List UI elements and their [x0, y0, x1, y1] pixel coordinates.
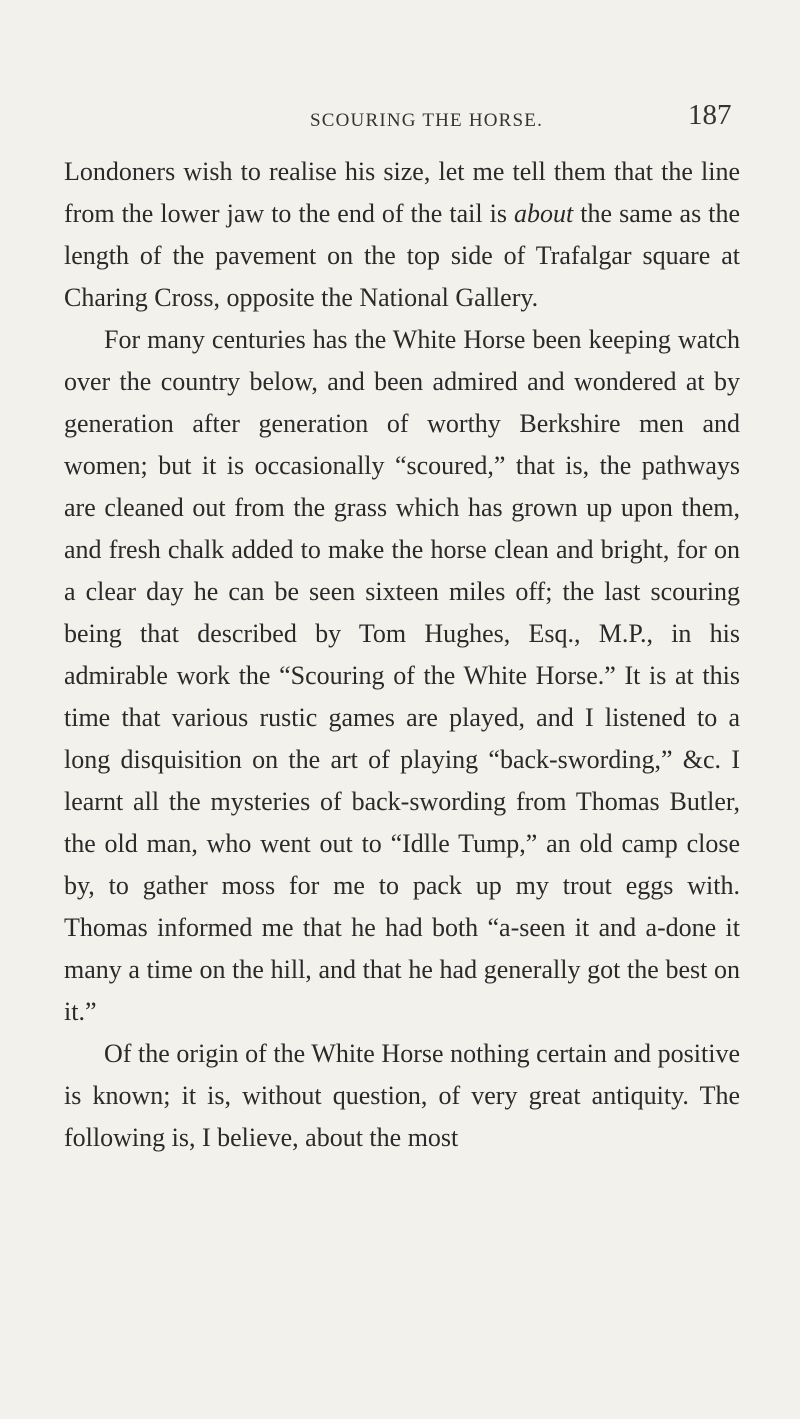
paragraph-3: Of the origin of the White Horse nothing certain and positive is known; it is, without question, of very great antiquity. The following is, I believe, about the most	[64, 1039, 740, 1152]
running-title: SCOURING THE HORSE.	[310, 110, 544, 131]
emphasis-about: about	[514, 199, 574, 228]
paragraph-1-end: the same as the length of the pavement on the top side of Trafalgar square at Charing Cross, opposite the National Gallery.	[64, 199, 741, 312]
paragraph-1	[64, 151, 740, 319]
page-number: 187	[688, 99, 732, 131]
body-text	[64, 151, 740, 1159]
paragraph-2: For many centuries has the White Horse been keeping watch over the country below, and been admired and wondered at by generation after generation of worthy Berkshire men and women; but it is occasionally “scoured,” that is, the pathways are cleaned out from the grass which has grown up upon them, and fresh chalk added to make the horse clean and bright, for on a clear day he can be seen sixteen miles off; the last scouring being that described by Tom Hughes, Esq., M.P., in his admirable work the “Scouring of the White Horse.” It is at this time that various rustic games are played, and I listened to a long disquisition on the art of playing “back-swording,” &c. I learnt all the mysteries of back-swording from Thomas Butler, the old man, who went out to “Idlle Tump,” an old camp close by, to gather moss for me to pack up my trout eggs with. Thomas informed me that he had both “a-seen it and a-done it many a time on the hill, and that he had generally got the best on it.”	[64, 325, 740, 1026]
paragraph-1-start: Londoners wish to realise his size, let me tell them that the line from the lower jaw to the end of the tail is	[64, 157, 740, 228]
